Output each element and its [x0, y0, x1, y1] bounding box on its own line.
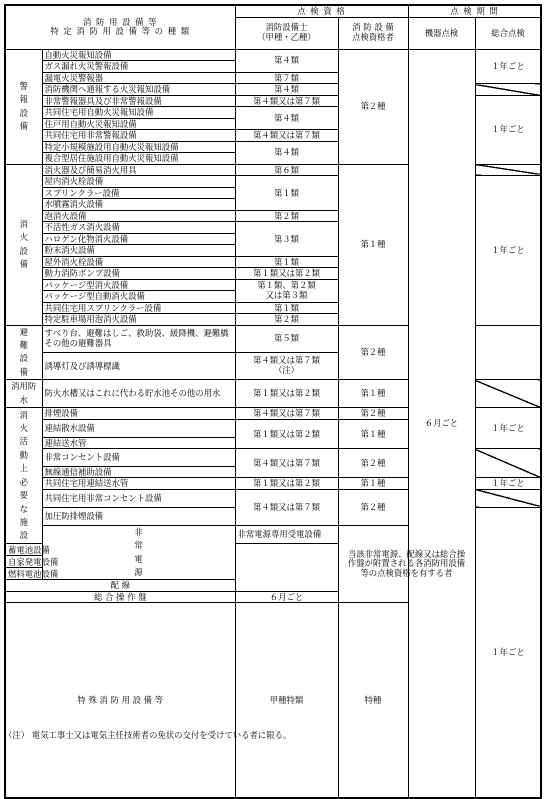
- item-row: 漏電火災警報器: [42, 72, 235, 84]
- qual-cell: 第１類又は第２類: [235, 478, 338, 490]
- item-row: 加圧防排煙設備: [42, 507, 235, 525]
- period-col1-header: 機器点検: [408, 17, 475, 49]
- qual-cell: 第４類又は第７類: [235, 408, 338, 420]
- no-general-inspection: [475, 449, 541, 478]
- no-general-inspection: [475, 489, 541, 507]
- qual-cell: 第２種: [338, 489, 408, 525]
- inspection-table: [4, 4, 542, 799]
- item-row: 水噴霧消火設備: [42, 199, 235, 211]
- item-row: 配 線: [5, 580, 235, 592]
- category-emergency-power: 非常電源: [42, 525, 235, 580]
- qual-cell: 第４類又は第７類: [235, 449, 338, 478]
- item-row: スプリンクラー設備: [42, 187, 235, 199]
- qual-cell: 第２種: [338, 449, 408, 478]
- item-row: 誘導灯及び誘導標識: [42, 352, 235, 379]
- qual-cell: 第４類: [235, 84, 338, 96]
- item-row: ガス漏れ火災警報設備: [42, 61, 235, 73]
- inspector-group-header: 点 検 資 格: [235, 5, 408, 17]
- qual-cell: 第２類: [235, 314, 338, 326]
- item-row: 自家発電設備: [5, 556, 42, 568]
- item-row: 共同住宅用非常警報設備: [42, 130, 235, 142]
- qual-cell: 第３類: [235, 222, 338, 257]
- qual-cell: 第２種: [338, 325, 408, 380]
- item-row: すべり台、避難はしご、救助袋、緩降機、避難橋その他の避難器具: [42, 325, 235, 352]
- qual-cell: 第４類: [235, 49, 338, 72]
- general-period-cell: １年ごと: [475, 478, 541, 490]
- footnote: （注） 電気工事士又は電気主任技術者の免状の交付を受けている者に限る。: [4, 730, 292, 740]
- item-row: 特定小規模施設用自動火災報知設備: [42, 141, 235, 153]
- qual-cell: 第１類又は第２類: [235, 268, 338, 280]
- item-row: 連結散水設備: [42, 419, 235, 437]
- item-row: 排煙設備: [42, 408, 235, 420]
- item-row: 共同住宅用自動火災報知設備: [42, 107, 235, 119]
- qual-cell: 第１類: [235, 302, 338, 314]
- general-period-cell: １年ごと: [475, 176, 541, 326]
- category-evacuation: 避難設備: [5, 325, 42, 380]
- qual-cell: 第１類又は第２類: [235, 419, 338, 448]
- item-row: 共同住宅用スプリンクラー設備: [42, 302, 235, 314]
- item-row: 不活性ガス消火設備: [42, 222, 235, 234]
- qual-cell: 第１類又は第２類: [235, 380, 338, 408]
- qual-cell: 第６類: [235, 164, 338, 176]
- qual-cell: 第４類又は第７類: [235, 95, 338, 107]
- inspector-col1-header: 消防設備士 （甲種・乙種）: [235, 17, 338, 49]
- qual-cell: 第２類: [235, 210, 338, 222]
- item-row: 自動火災報知設備: [42, 49, 235, 61]
- qual-cell: 特種: [338, 603, 408, 798]
- item-row: 連結送水管: [42, 437, 235, 449]
- qual-cell: 第４類: [235, 141, 338, 164]
- period-col2-header: 総合点検: [475, 17, 541, 49]
- item-row: 粉末消火設備: [42, 245, 235, 257]
- category-water: 消用防水: [5, 380, 42, 408]
- qual-cell: 第１種: [338, 419, 408, 448]
- item-row: 消防機関へ通報する火災報知設備: [42, 84, 235, 96]
- item-row: ハロゲン化物消火設備: [42, 233, 235, 245]
- qual-cell: 第４類又は第７類: [235, 130, 338, 142]
- no-general-inspection: [475, 164, 541, 176]
- item-row: 無線通信補助設備: [42, 466, 235, 478]
- qual-cell: 第４類又は第７類 （注）: [235, 352, 338, 379]
- item-row: パッケージ型消火設備: [42, 279, 235, 291]
- item-row: 特 殊 消 防 用 設 備 等: [5, 603, 235, 798]
- no-general-inspection: [475, 380, 541, 408]
- item-row: 特定駐車場用泡消火設備: [42, 314, 235, 326]
- qual-cell: 第１種: [338, 380, 408, 408]
- item-row: 複合型居住施設用自動火災報知設備: [42, 153, 235, 165]
- item-row: 屋外消火栓設備: [42, 256, 235, 268]
- qual-cell: 甲種特類: [235, 603, 338, 798]
- qual-cell: 第１種: [338, 164, 408, 325]
- equipment-period-cell: ６月ごと: [408, 49, 475, 798]
- item-row: 非常警報器具及び非常警報設備: [42, 95, 235, 107]
- type-header-line1: 消 防 用 設 備 等: [82, 16, 158, 27]
- general-period-cell: １年ごと: [475, 49, 541, 84]
- equipment-period-cell: ６月ごと: [235, 591, 338, 603]
- qual-cell: 第２種: [338, 408, 408, 420]
- item-row: 動力消防ポンプ設備: [42, 268, 235, 280]
- item-row: 消火器及び簡易消火用具: [42, 164, 235, 176]
- item-row: 総 合 操 作 盤: [5, 591, 235, 603]
- item-row: 防火水槽又はこれに代わる貯水池その他の用水: [42, 380, 235, 408]
- qual-cell: 第２種: [338, 49, 408, 164]
- qual-cell: 第５類: [235, 325, 338, 352]
- item-row: 屋内消火栓設備: [42, 176, 235, 188]
- general-period-cell: １年ごと: [475, 408, 541, 449]
- item-row: 燃料電池設備: [5, 568, 42, 580]
- qual-cell: 第４類又は第７類: [235, 489, 338, 525]
- category-extinguish: 消火設備: [5, 164, 42, 325]
- item-row: 共同住宅用連結送水管: [42, 478, 235, 490]
- qual-cell: 第１類: [235, 176, 338, 211]
- period-group-header: 点 検 期 間: [408, 5, 541, 17]
- general-period-cell: [475, 325, 541, 380]
- qual-cell-power: 当該非常電源、配線又は総合操作盤が附置される各消防用設備等の点検資格を有する者: [338, 525, 475, 603]
- general-period-cell: １年ごと: [475, 507, 541, 797]
- qual-cell: 第４類: [235, 107, 338, 130]
- no-general-inspection: [475, 84, 541, 96]
- type-header: [5, 5, 235, 49]
- qual-cell: 第１類、第２類 又は第３類: [235, 279, 338, 302]
- item-row: 共同住宅用非常コンセント設備: [42, 489, 235, 507]
- category-firefighting: 消火活動上必要な施設: [5, 408, 42, 544]
- qual-cell: 第７類: [235, 72, 338, 84]
- general-period-cell: １年ごと: [475, 95, 541, 164]
- item-row: 非常電源専用受電設備: [235, 525, 338, 544]
- category-alarm: 警報設備: [5, 49, 42, 164]
- qual-cell: 第１類: [235, 256, 338, 268]
- qual-cell: 第１種: [338, 478, 408, 490]
- item-row: パッケージ型自動消火設備: [42, 291, 235, 303]
- item-row: 泡消火設備: [42, 210, 235, 222]
- item-row: 住戸用自動火災報知設備: [42, 118, 235, 130]
- item-row: 蓄電池設備: [5, 544, 42, 556]
- type-header-line2: 特 定 消 防 用 設 備 等 の 種 類: [50, 26, 191, 37]
- item-row: 非常コンセント設備: [42, 449, 235, 467]
- inspector-col2-header: 消 防 設 備 点検資格者: [338, 17, 408, 49]
